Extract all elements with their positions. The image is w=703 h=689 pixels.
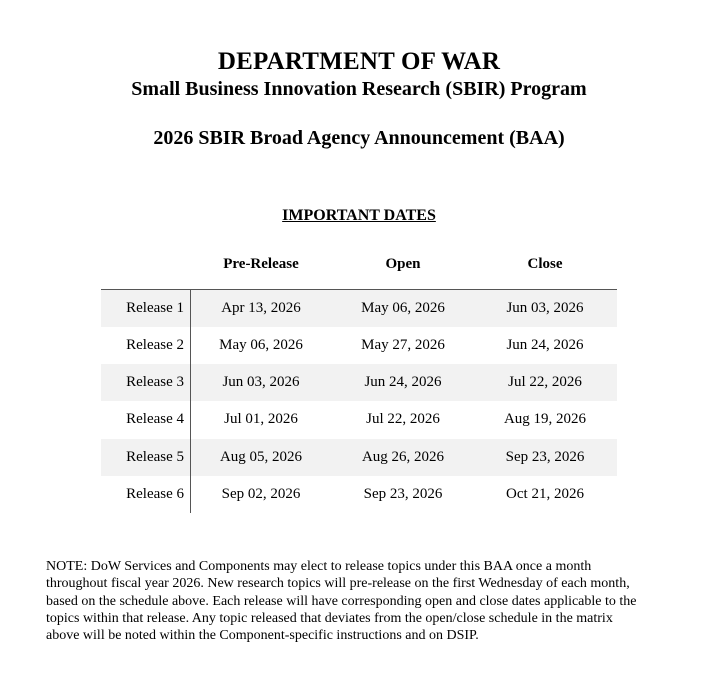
table-row bbox=[101, 364, 617, 401]
release-label: Release 2 bbox=[126, 337, 184, 353]
open-date: May 06, 2026 bbox=[361, 300, 445, 316]
release-label: Release 1 bbox=[126, 300, 184, 316]
close-date: Jun 24, 2026 bbox=[506, 337, 584, 353]
note-line: throughout fiscal year 2026. New research topics will pre-release on the first Wednesday of each month, bbox=[46, 576, 630, 592]
pre-release-date: Jun 03, 2026 bbox=[222, 374, 300, 390]
note-line: above will be noted within the Component-specific instructions and on DSIP. bbox=[46, 628, 479, 644]
release-label: Release 6 bbox=[126, 486, 184, 502]
release-label: Release 4 bbox=[126, 411, 184, 427]
open-date: Aug 26, 2026 bbox=[361, 449, 445, 465]
table-row bbox=[101, 290, 617, 327]
close-date: Jun 03, 2026 bbox=[506, 300, 584, 316]
pre-release-date: May 06, 2026 bbox=[219, 337, 303, 353]
schedule-note bbox=[46, 558, 676, 644]
table-row bbox=[101, 327, 617, 364]
column-header-pre-release: Pre-Release bbox=[223, 256, 299, 272]
note-line: NOTE: DoW Services and Components may elect to release topics under this BAA once a month bbox=[46, 559, 592, 574]
program-title: Small Business Innovation Research (SBIR) Program bbox=[131, 78, 587, 100]
open-date: Jun 24, 2026 bbox=[364, 374, 442, 390]
table-row bbox=[101, 401, 617, 438]
table-row bbox=[101, 476, 617, 513]
important-dates-heading: IMPORTANT DATES bbox=[282, 207, 436, 224]
announcement-title: 2026 SBIR Broad Agency Announcement (BAA) bbox=[153, 127, 565, 149]
pre-release-date: Jul 01, 2026 bbox=[224, 411, 298, 427]
pre-release-date: Apr 13, 2026 bbox=[221, 300, 301, 316]
release-label: Release 5 bbox=[126, 449, 184, 465]
note-line: topics within that release. Any topic released that deviates from the open/close schedule in the matrix bbox=[46, 610, 613, 626]
table-label-divider bbox=[190, 289, 191, 513]
column-header-close: Close bbox=[527, 256, 563, 272]
department-title: DEPARTMENT OF WAR bbox=[217, 48, 501, 75]
close-date: Sep 23, 2026 bbox=[505, 449, 585, 465]
close-date: Aug 19, 2026 bbox=[503, 411, 587, 427]
open-date: Sep 23, 2026 bbox=[363, 486, 443, 502]
close-date: Oct 21, 2026 bbox=[506, 486, 584, 502]
pre-release-date: Aug 05, 2026 bbox=[219, 449, 303, 465]
release-label: Release 3 bbox=[126, 374, 184, 390]
note-line: based on the schedule above. Each release will have corresponding open and close dates applicable to the bbox=[46, 593, 637, 609]
open-date: May 27, 2026 bbox=[361, 337, 445, 353]
pre-release-date: Sep 02, 2026 bbox=[221, 486, 301, 502]
table-row bbox=[101, 439, 617, 476]
column-header-open: Open bbox=[385, 256, 421, 272]
close-date: Jul 22, 2026 bbox=[508, 374, 582, 390]
open-date: Jul 22, 2026 bbox=[366, 411, 440, 427]
